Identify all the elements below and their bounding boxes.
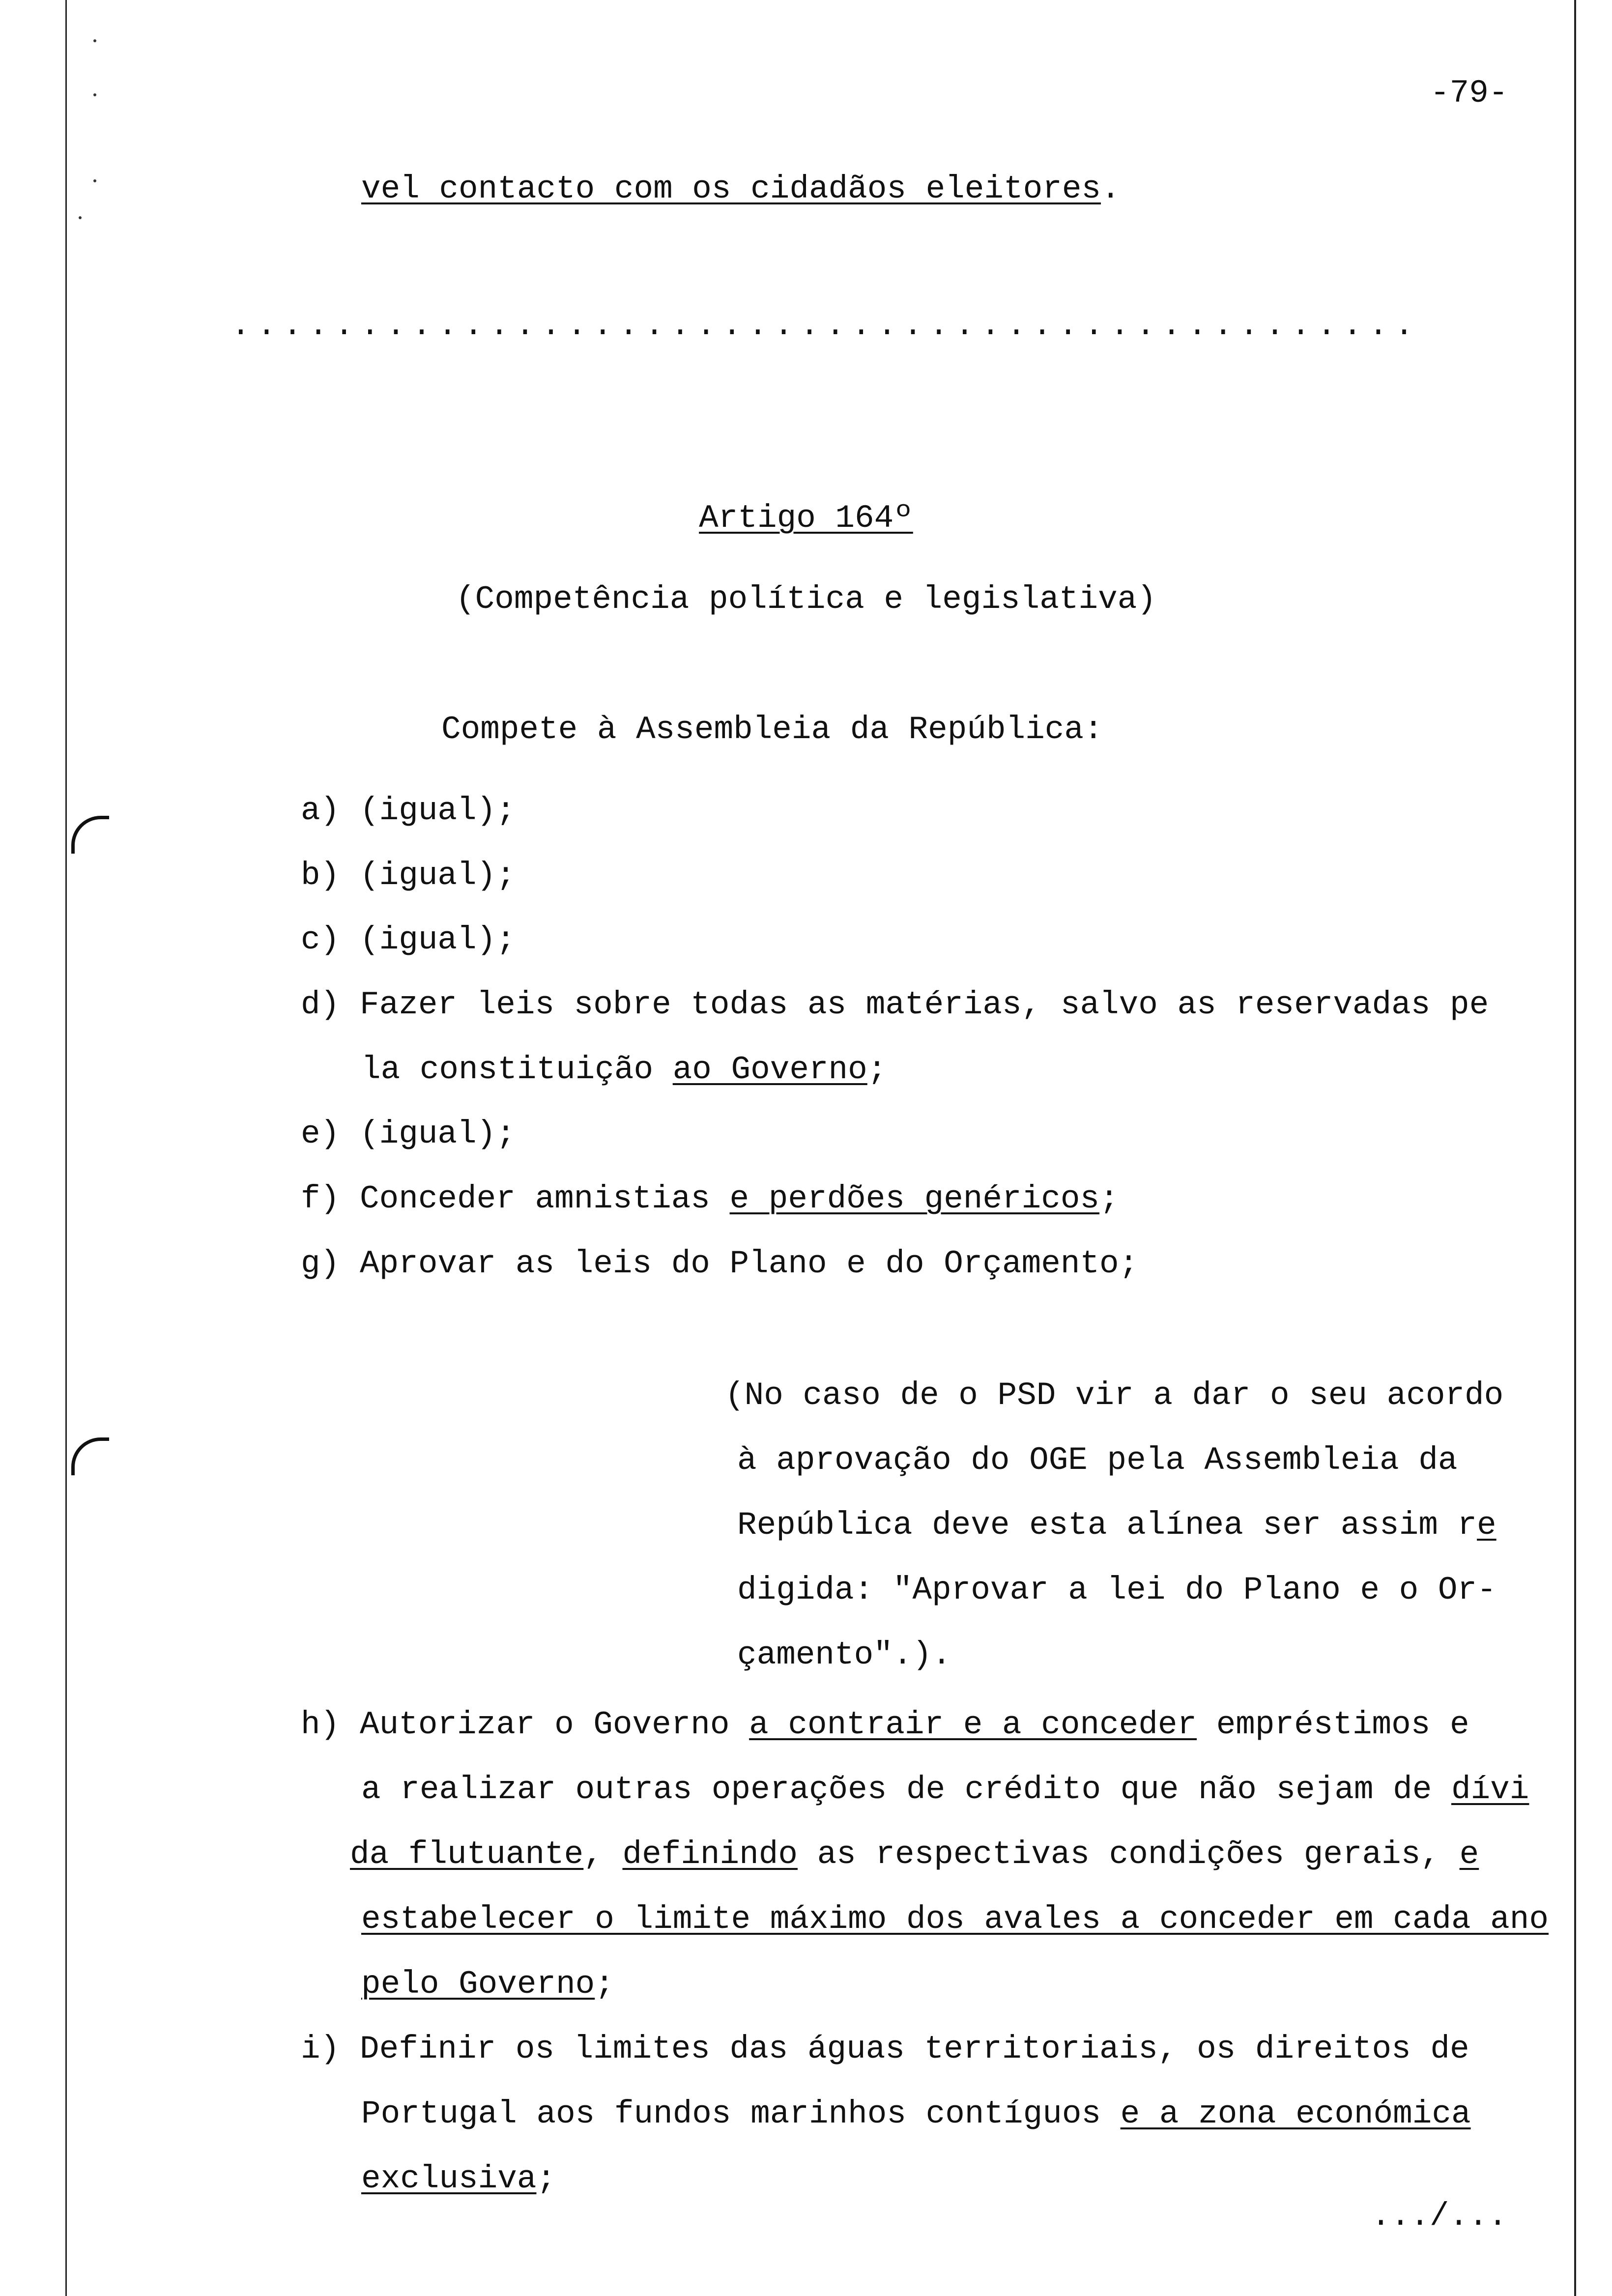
item-e	[301, 1115, 516, 1154]
item-text-underlined: e a zona económica	[1120, 2095, 1471, 2132]
item-label: i)	[301, 2031, 340, 2067]
item-label: b)	[301, 857, 340, 894]
item-b	[301, 856, 516, 895]
item-text-underlined: a contrair e a conceder	[749, 1706, 1197, 1743]
item-text: (igual);	[360, 792, 516, 829]
item-text: ,	[583, 1836, 623, 1873]
item-text: (igual);	[360, 857, 516, 894]
item-text: Portugal aos fundos marinhos contíguos	[361, 2095, 1121, 2132]
item-h-line3	[350, 1835, 1479, 1874]
continuation-end: .	[1101, 171, 1121, 207]
item-text: la constituição	[361, 1051, 673, 1088]
item-text: Fazer leis sobre todas as matérias, salvo as reservadas pe	[360, 986, 1489, 1023]
speck-mark	[93, 179, 96, 182]
item-text: as respectivas condições gerais,	[797, 1836, 1460, 1873]
item-label: a)	[301, 792, 340, 829]
item-i-line2	[361, 2095, 1471, 2134]
item-label: h)	[301, 1706, 340, 1743]
item-text-underlined: e perdões genéricos	[729, 1180, 1100, 1217]
item-text: ;	[595, 1966, 614, 2003]
note-line: à aprovação do OGE pela Assembleia da	[737, 1442, 1458, 1479]
page-number: -79-	[1430, 75, 1508, 112]
item-text-underlined: exclusiva	[361, 2160, 537, 2197]
item-f	[301, 1179, 1119, 1219]
continues-marker: .../...	[1371, 2198, 1508, 2235]
item-i	[301, 2030, 1469, 2069]
right-margin-line	[1574, 0, 1576, 2296]
continuation-line	[361, 170, 1121, 209]
item-text: a realizar outras operações de crédito que não sejam de	[361, 1771, 1451, 1808]
note-text-underlined: e	[1477, 1507, 1497, 1544]
item-a	[301, 791, 516, 831]
item-text: (igual);	[360, 1116, 516, 1152]
item-text: Conceder amnistias	[360, 1180, 730, 1217]
note-line: çamento".).	[737, 1636, 951, 1673]
note-line: digida: "Aprovar a lei do Plano e o Or-	[737, 1572, 1497, 1608]
item-i-line3	[361, 2159, 556, 2199]
item-g	[301, 1244, 1138, 1284]
left-margin-line	[65, 0, 67, 2296]
item-text-underlined: pelo Governo	[361, 1966, 595, 2003]
article-subtitle: (Competência política e legislativa)	[456, 581, 1156, 618]
speck-mark	[79, 216, 82, 219]
note-line	[737, 1506, 1497, 1545]
item-h-line5	[361, 1965, 614, 2004]
item-text: Definir os limites das águas territoriais, os direitos de	[360, 2031, 1469, 2067]
item-text-underlined: definindo	[622, 1836, 798, 1873]
item-text-underlined: estabelecer o limite máximo dos avales a conceder em cada ano	[361, 1901, 1549, 1938]
article-title-wrap	[0, 499, 1612, 538]
article-title: Artigo 164º	[699, 500, 913, 537]
item-h	[301, 1705, 1469, 1745]
item-text: Aprovar as leis do Plano e do Orçamento;	[360, 1245, 1139, 1282]
speck-mark	[93, 39, 96, 42]
continuation-text: vel contacto com os cidadãos eleitores	[361, 171, 1101, 207]
item-text: (igual);	[360, 921, 516, 958]
item-text: Autorizar o Governo	[360, 1706, 749, 1743]
item-h-line2	[361, 1770, 1529, 1809]
omission-dots: ..............................................	[231, 307, 1420, 344]
speck-mark	[93, 93, 96, 96]
item-text-underlined: ao Governo	[672, 1051, 867, 1088]
item-text: ;	[536, 2160, 556, 2197]
item-h-line4	[361, 1900, 1549, 1939]
item-text-underlined: da flutuante	[350, 1836, 584, 1873]
item-label: e)	[301, 1116, 340, 1152]
item-text-underlined: dívi	[1451, 1771, 1529, 1808]
item-label: c)	[301, 921, 340, 958]
margin-bracket-mark	[71, 1437, 109, 1475]
note-text: República deve esta alínea ser assim r	[737, 1507, 1477, 1544]
item-d-line2	[361, 1050, 887, 1090]
item-label: f)	[301, 1180, 340, 1217]
item-label: g)	[301, 1245, 340, 1282]
item-label: d)	[301, 986, 340, 1023]
note-line: (No caso de o PSD vir a dar o seu acordo	[725, 1377, 1504, 1414]
margin-bracket-mark	[71, 816, 109, 854]
item-text: ;	[867, 1051, 887, 1088]
item-text-underlined: e	[1459, 1836, 1479, 1873]
item-c	[301, 920, 516, 960]
item-text: ;	[1099, 1180, 1119, 1217]
article-intro: Compete à Assembleia da República:	[441, 711, 1103, 748]
item-d	[301, 985, 1489, 1025]
item-text: empréstimos e	[1197, 1706, 1469, 1743]
